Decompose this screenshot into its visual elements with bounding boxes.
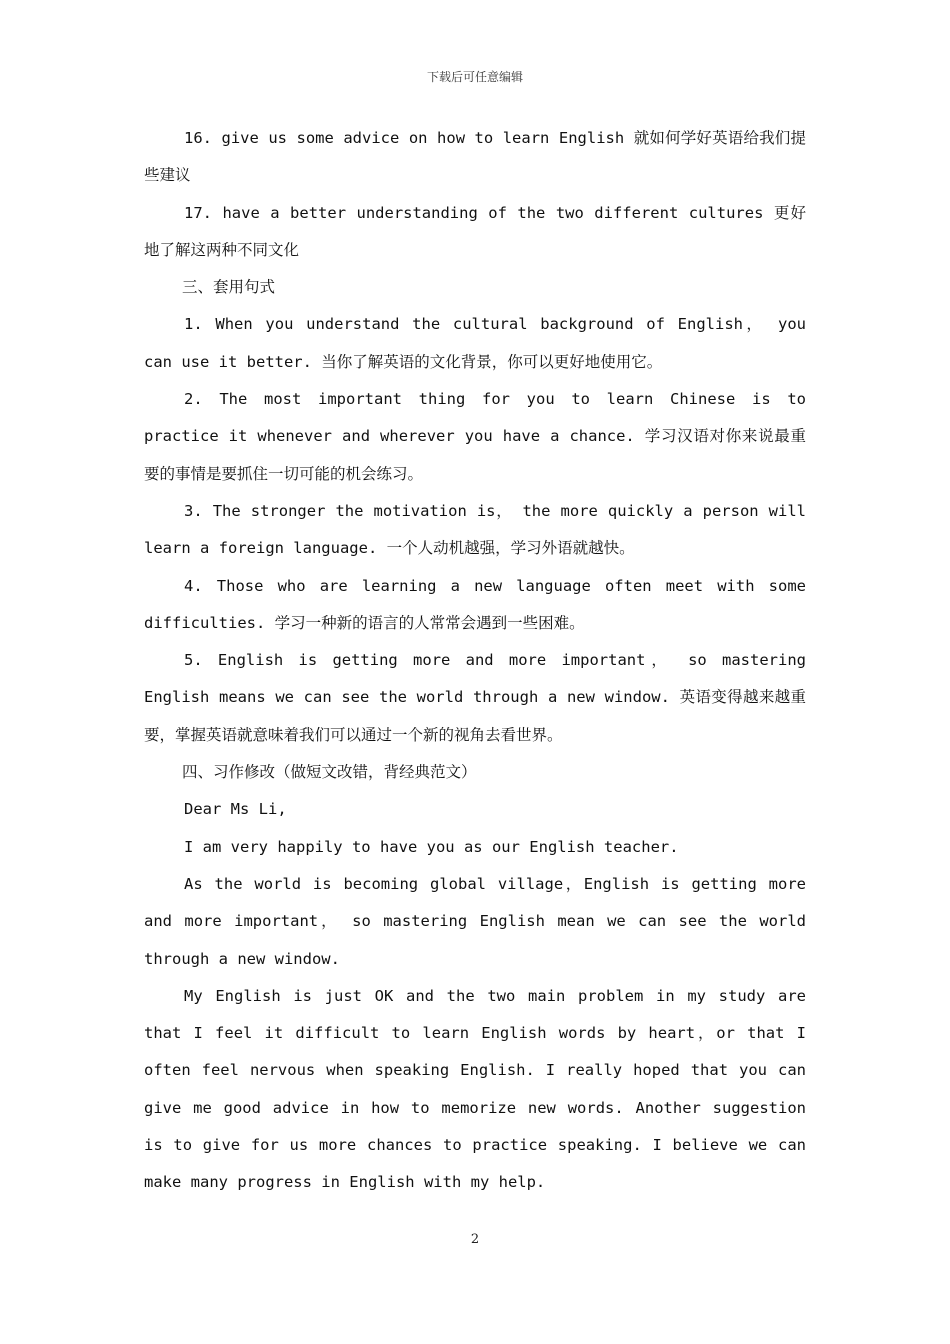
phrase-item-16: 16. give us some advice on how to learn English 就如何学好英语给我们提些建议	[144, 129, 806, 185]
sentence-pattern-3: 3. The stronger the motivation is， the more quickly a person will learn a foreign language. 一个人动机越强，学习外语就越快。	[144, 501, 806, 558]
sentence-pattern-2: 2. The most important thing for you to learn Chinese is to practice it whenever and wherever you have a chance. 学习汉语对你来说最重要的事情是要抓住一切可能的机会练习。	[144, 390, 806, 483]
letter-paragraph: I am very happily to have you as our English teacher.	[184, 837, 679, 856]
sentence-pattern-5: 5. English is getting more and more important， so mastering English means we can see the world through a new window. 英语变得越来越重要，掌握英语就意味着我们可以通过一个新的视角去看世界。	[144, 651, 806, 744]
page-number: 2	[470, 1232, 480, 1247]
page-header: 下载后可任意编辑	[426, 70, 523, 84]
document-body	[144, 120, 806, 1202]
letter-paragraph: As the world is becoming global village，English is getting more and more important， so mastering English mean we can see the world through a new window.	[144, 874, 806, 968]
section-heading-sentence-patterns: 三、套用句式	[182, 278, 276, 297]
letter-salutation: Dear Ms Li,	[184, 800, 287, 819]
phrase-item-17: 17. have a better understanding of the two different cultures 更好地了解这两种不同文化	[144, 203, 806, 259]
section-heading-writing-revision: 四、习作修改（做短文改错，背经典范文）	[182, 763, 477, 782]
sentence-pattern-4: 4. Those who are learning a new language often meet with some difficulties. 学习一种新的语言的人常常会遇到一些困难。	[144, 576, 806, 632]
sentence-pattern-1: 1. When you understand the cultural background of English， you can use it better. 当你了解英语的文化背景，你可以更好地使用它。	[144, 315, 806, 371]
letter-paragraph: My English is just OK and the two main problem in my study are that I feel it difficult to learn English words by heart，or that I often feel nervous when speaking English. I really hoped that you can give me good advice in how to memorize new words. Another suggestion is to give for us more chances to practice speaking. I believe we can make many progress in English with my help.	[144, 986, 806, 1192]
